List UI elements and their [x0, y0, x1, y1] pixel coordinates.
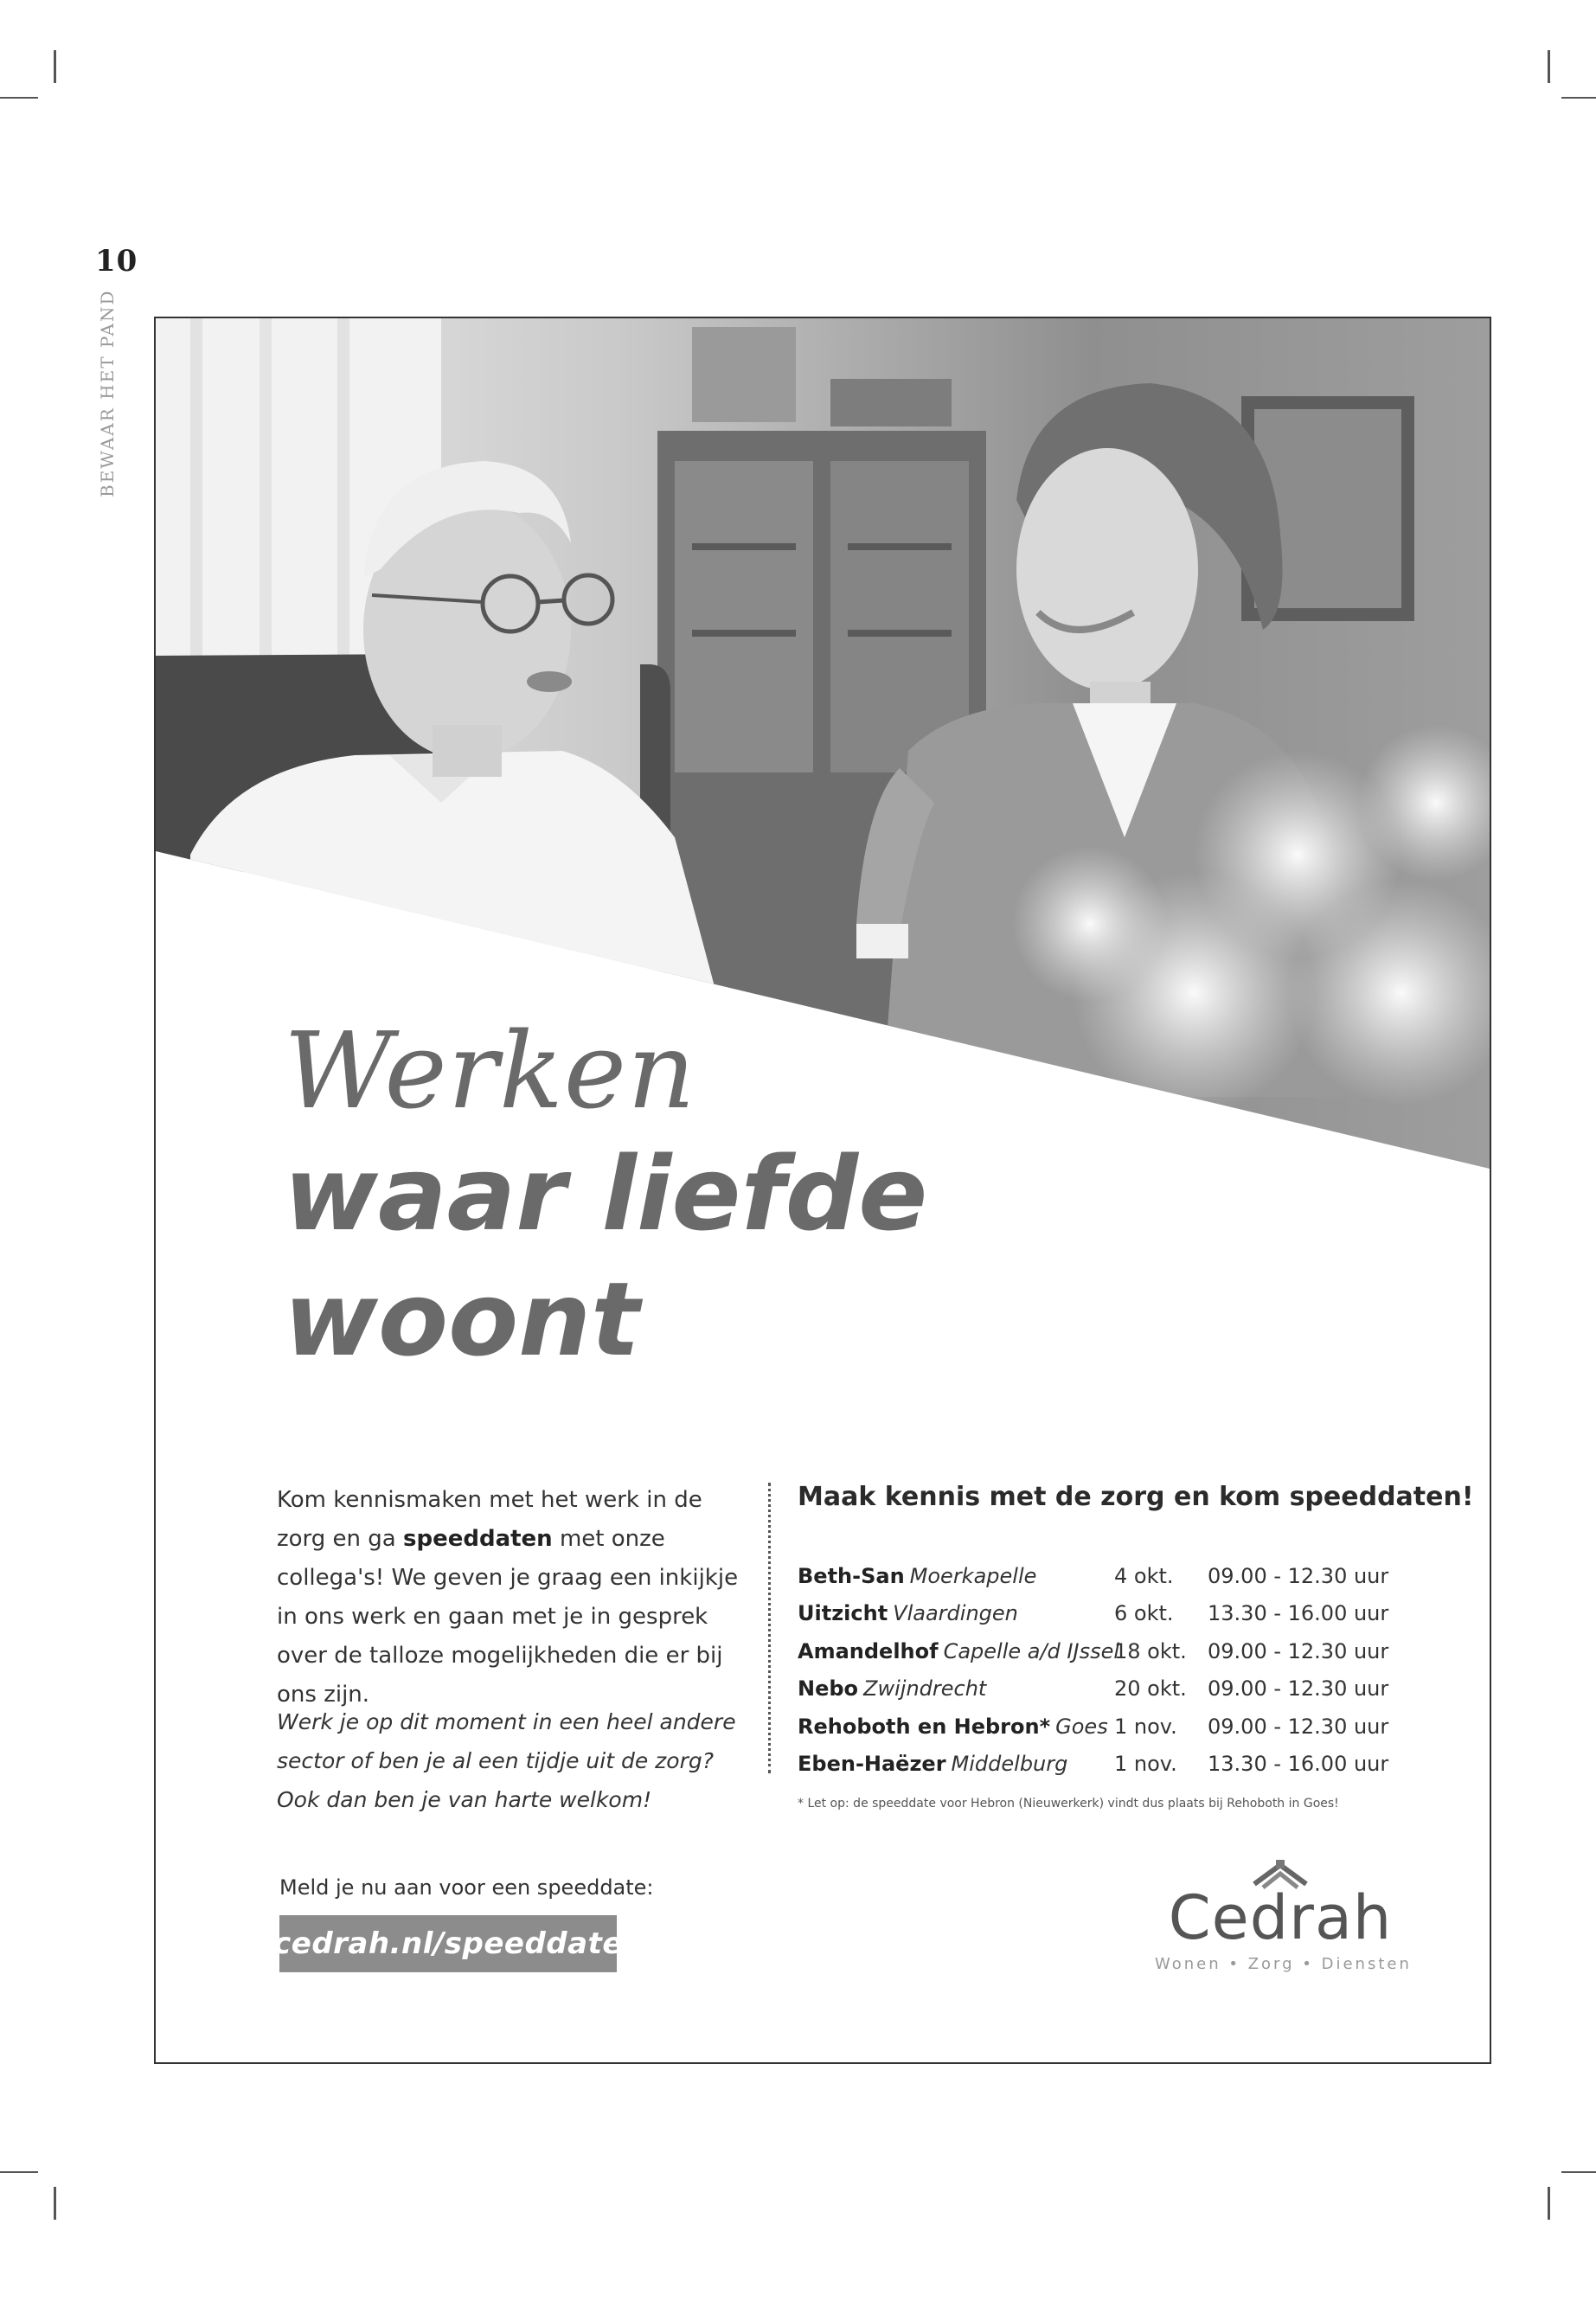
intro-text-bold: speeddaten — [403, 1526, 553, 1552]
location-name: Uitzicht — [798, 1601, 888, 1626]
speeddate-link-button[interactable]: cedrah.nl/speeddate — [279, 1915, 617, 1972]
schedule-row — [798, 1557, 1472, 1595]
crop-mark — [1548, 50, 1550, 83]
crop-mark — [0, 2171, 38, 2173]
location-name: Eben-Haëzer — [798, 1752, 946, 1777]
intro-text-part1: Kom kennismaken met het werk in de zorg en ga — [277, 1487, 702, 1552]
schedule-row — [798, 1746, 1472, 1784]
logo-name: Cedrah — [1168, 1882, 1393, 1953]
schedule-time: 09.00 - 12.30 uur — [1208, 1563, 1389, 1588]
crop-mark — [54, 50, 56, 83]
location-name: Rehoboth en Hebron* — [798, 1714, 1051, 1739]
advertisement — [154, 317, 1491, 2064]
speeddate-schedule — [798, 1482, 1472, 1811]
schedule-time: 09.00 - 12.30 uur — [1208, 1714, 1389, 1739]
location-city: Capelle a/d IJssel — [943, 1638, 1120, 1663]
location-name: Amandelhof — [798, 1638, 939, 1663]
headline — [284, 1010, 927, 1382]
headline-line2: waar liefde — [284, 1134, 928, 1253]
schedule-date: 4 okt. — [1114, 1563, 1174, 1588]
schedule-date: 18 okt. — [1114, 1638, 1187, 1663]
intro-paragraph — [277, 1481, 744, 1715]
headline-line1: Werken — [284, 1009, 696, 1132]
location-city: Middelburg — [951, 1752, 1068, 1777]
schedule-time: 13.30 - 16.00 uur — [1208, 1752, 1389, 1777]
crop-mark — [1561, 97, 1596, 99]
cta-label: Meld je nu aan voor een speeddate: — [279, 1875, 654, 1900]
schedule-date: 20 okt. — [1114, 1676, 1187, 1702]
intro-text-part2: met onze collega's! We geven je graag een inkijkje in ons werk en gaan met je in gesprek over de talloze mogelijkheden die er bij ons zijn. — [277, 1526, 739, 1708]
crop-mark — [0, 97, 38, 99]
schedule-row — [798, 1595, 1472, 1633]
cedrah-logo — [1155, 1858, 1412, 1973]
crop-mark — [1561, 2171, 1596, 2173]
headline-line3: woont — [284, 1259, 640, 1379]
location-city: Moerkapelle — [909, 1563, 1037, 1588]
intro-italic-paragraph: Werk je op dit moment in een heel andere sector of ben je al een tijdje uit de zorg? Ook dan ben je van harte welkom! — [277, 1709, 736, 1812]
schedule-footnote: * Let op: de speeddate voor Hebron (Nieuwerkerk) vindt dus plaats bij Rehoboth in Goes! — [798, 1797, 1339, 1811]
crop-mark — [54, 2187, 56, 2220]
schedule-row — [798, 1632, 1472, 1670]
location-city: Goes — [1055, 1714, 1108, 1739]
location-name: Nebo — [798, 1676, 859, 1702]
schedule-row — [798, 1670, 1472, 1708]
logo-tagline: Wonen • Zorg • Diensten — [1155, 1955, 1412, 1973]
location-city: Zwijndrecht — [863, 1676, 987, 1702]
schedule-time: 13.30 - 16.00 uur — [1208, 1601, 1389, 1626]
schedule-date: 1 nov. — [1114, 1714, 1177, 1739]
page-number: 10 — [95, 244, 138, 279]
schedule-title: Maak kennis met de zorg en kom speeddaten! — [798, 1482, 1474, 1512]
location-city: Vlaardingen — [893, 1601, 1018, 1626]
schedule-date: 1 nov. — [1114, 1752, 1177, 1777]
section-label: BEWAAR HET PAND — [97, 289, 118, 497]
dotted-divider — [768, 1483, 771, 1773]
schedule-row — [798, 1708, 1472, 1746]
schedule-date: 6 okt. — [1114, 1601, 1174, 1626]
schedule-time: 09.00 - 12.30 uur — [1208, 1676, 1389, 1702]
crop-mark — [1548, 2187, 1550, 2220]
schedule-time: 09.00 - 12.30 uur — [1208, 1638, 1389, 1663]
location-name: Beth-San — [798, 1563, 905, 1588]
